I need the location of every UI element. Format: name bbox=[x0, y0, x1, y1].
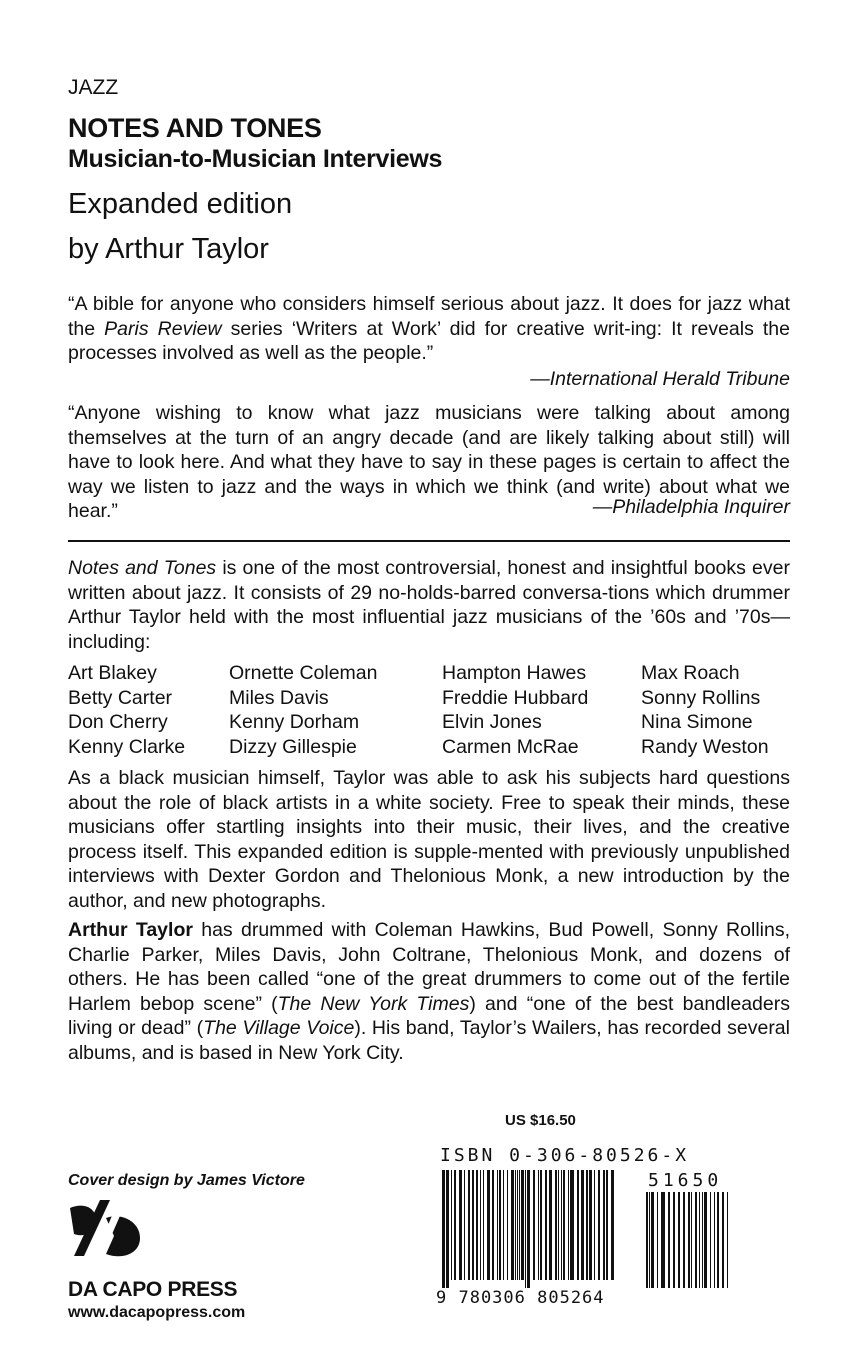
barcode-bar bbox=[570, 1170, 574, 1280]
barcode-bar bbox=[497, 1170, 498, 1280]
barcode-bar bbox=[492, 1170, 494, 1280]
barcode-bar bbox=[673, 1192, 675, 1288]
ean-number: 9 780306 805264 bbox=[436, 1288, 605, 1308]
publisher-name: DA CAPO PRESS bbox=[68, 1278, 238, 1301]
barcode-bar bbox=[668, 1192, 670, 1288]
barcode-bar bbox=[519, 1170, 520, 1280]
barcode-bar bbox=[442, 1170, 445, 1288]
musician-name: Kenny Dorham bbox=[229, 711, 360, 734]
barcode bbox=[440, 1168, 730, 1298]
barcode-bar bbox=[545, 1170, 547, 1280]
musician-name: Nina Simone bbox=[641, 711, 753, 734]
barcode-bar bbox=[483, 1170, 484, 1280]
barcode-bar bbox=[589, 1170, 592, 1280]
isbn-label: ISBN 0-306-80526-X bbox=[440, 1145, 690, 1166]
musician-name: Sonny Rollins bbox=[641, 686, 761, 709]
barcode-bar bbox=[525, 1170, 526, 1288]
musician-name: Betty Carter bbox=[68, 686, 173, 709]
barcode-bar bbox=[451, 1170, 452, 1280]
barcode-bar bbox=[611, 1170, 614, 1280]
publisher-website: www.dacapopress.com bbox=[68, 1304, 246, 1321]
barcode-bar bbox=[558, 1170, 559, 1280]
review-quote-1: “A bible for anyone who considers himself serious about jazz. It does for jazz what the Paris Review series ‘Writers at Work’ did for creative writ-ing: It reveals the processes involved as well as the people.” bbox=[68, 293, 790, 365]
barcode-bar bbox=[480, 1170, 481, 1280]
barcode-bar bbox=[714, 1192, 715, 1288]
barcode-bar bbox=[722, 1192, 724, 1288]
musician-name: Hampton Hawes bbox=[442, 662, 587, 684]
barcode-bar bbox=[511, 1170, 514, 1280]
book-title: NOTES AND TONES bbox=[68, 113, 322, 143]
author-bio: Arthur Taylor has drummed with Coleman Hawkins, Bud Powell, Sonny Rollins, Charlie Parker, Miles Davis, John Coltrane, Thelonious Monk, and dozens of others. He has been called “one of the great drummers to come out of the fertile Harlem bebop scene” (The New York Times) and “one of the best bandleaders living or dead” (The Village Voice). His band, Taylor’s Wailers, has recorded several albums, and is based in New York City. bbox=[68, 919, 790, 1064]
description-body: As a black musician himself, Taylor was able to ask his subjects hard questions about the role of black artists in a white society. Free to speak their minds, these musicians offer startling insights into their music, their lives, and the creative process itself. This expanded edition is supple-mented with previously unpublished interviews with Dexter Gordon and Thelonious Monk, a new introduction by the author, and new photographs. bbox=[68, 767, 790, 912]
barcode-bar bbox=[515, 1170, 516, 1280]
musician-name: Randy Weston bbox=[641, 735, 769, 758]
barcode-bar bbox=[468, 1170, 470, 1280]
barcode-bar bbox=[651, 1192, 654, 1288]
barcode-bar bbox=[533, 1170, 535, 1280]
musician-name: Art Blakey bbox=[68, 662, 157, 684]
barcode-bar bbox=[598, 1170, 600, 1280]
barcode-bar bbox=[561, 1170, 562, 1280]
barcode-bar bbox=[702, 1192, 703, 1288]
barcode-bar bbox=[568, 1170, 569, 1280]
musician-column bbox=[442, 661, 588, 759]
musician-name: Max Roach bbox=[641, 662, 740, 684]
barcode-bar bbox=[594, 1170, 595, 1280]
barcode-bar bbox=[464, 1170, 465, 1280]
barcode-bar bbox=[586, 1170, 588, 1280]
barcode-bar bbox=[454, 1170, 456, 1280]
category-label: JAZZ bbox=[68, 76, 119, 99]
musician-name: Don Cherry bbox=[68, 711, 168, 734]
barcode-bar bbox=[603, 1170, 605, 1280]
barcode-bar bbox=[499, 1170, 501, 1280]
barcode-bar bbox=[688, 1192, 690, 1288]
barcode-bar bbox=[521, 1170, 524, 1280]
barcode-bar bbox=[507, 1170, 508, 1280]
musician-column bbox=[68, 661, 185, 759]
barcode-bar bbox=[691, 1192, 692, 1288]
barcode-bar bbox=[649, 1192, 650, 1288]
barcode-bar bbox=[606, 1170, 608, 1280]
barcode-bar bbox=[555, 1170, 557, 1280]
barcode-bar bbox=[487, 1170, 490, 1280]
musician-column bbox=[641, 661, 769, 759]
barcode-bar bbox=[678, 1192, 680, 1288]
barcode-bar bbox=[695, 1192, 697, 1288]
barcode-bar bbox=[549, 1170, 552, 1280]
review-source-1: —International Herald Tribune bbox=[530, 368, 790, 390]
barcode-bar bbox=[459, 1170, 462, 1280]
barcode-bar bbox=[710, 1192, 711, 1288]
musician-column bbox=[229, 661, 378, 759]
barcode-bar bbox=[476, 1170, 478, 1280]
barcode-bar bbox=[683, 1192, 685, 1288]
barcode-bar bbox=[503, 1170, 504, 1280]
edition-label: Expanded edition bbox=[68, 188, 293, 220]
musician-name: Dizzy Gillespie bbox=[229, 735, 357, 758]
barcode-bar bbox=[538, 1170, 539, 1280]
price-label: US $16.50 bbox=[505, 1112, 576, 1129]
barcode-bar bbox=[699, 1192, 700, 1288]
musician-name: Kenny Clarke bbox=[68, 735, 186, 758]
barcode-bar bbox=[661, 1192, 665, 1288]
cover-design-credit: Cover design by James Victore bbox=[68, 1172, 305, 1189]
barcode-bar bbox=[704, 1192, 707, 1288]
review-source-2: —Philadelphia Inquirer bbox=[592, 496, 790, 518]
description-intro: Notes and Tones is one of the most controversial, honest and insightful books ever written about jazz. It consists of 29 no-holds-barred conversa-tions which drummer Arthur Taylor held with the most influential jazz musicians of the ’60s and ’70s—including: bbox=[68, 557, 790, 653]
musician-name: Carmen McRae bbox=[442, 735, 579, 758]
musician-name: Ornette Coleman bbox=[229, 662, 378, 684]
barcode-bar bbox=[446, 1170, 449, 1288]
review-quote-2: “Anyone wishing to know what jazz musicians were talking about among themselves at the turn of an angry decade (and are likely talking about still) will have to look here. And what they have to say in these pages is certain to affect the way we listen to jazz and the ways in which we think (and write) about what we hear.” bbox=[68, 402, 790, 523]
barcode-bar bbox=[581, 1170, 584, 1280]
barcode-bar bbox=[577, 1170, 579, 1280]
barcode-bar bbox=[527, 1170, 530, 1288]
price-code-label: 51650 bbox=[648, 1170, 723, 1191]
musician-name: Miles Davis bbox=[229, 686, 329, 709]
book-subtitle: Musician-to-Musician Interviews bbox=[68, 145, 443, 173]
barcode-bar bbox=[727, 1192, 728, 1288]
author-line: by Arthur Taylor bbox=[68, 233, 269, 265]
divider-rule bbox=[68, 540, 790, 542]
barcode-bar bbox=[717, 1192, 719, 1288]
barcode-bar bbox=[563, 1170, 565, 1280]
barcode-bar bbox=[517, 1170, 518, 1280]
barcode-bar bbox=[646, 1192, 648, 1288]
barcode-bar bbox=[657, 1192, 658, 1288]
musician-name: Elvin Jones bbox=[442, 711, 542, 734]
da-capo-logo bbox=[66, 1198, 146, 1262]
musician-name: Freddie Hubbard bbox=[442, 686, 589, 709]
barcode-bar bbox=[472, 1170, 474, 1280]
barcode-bar bbox=[540, 1170, 542, 1280]
